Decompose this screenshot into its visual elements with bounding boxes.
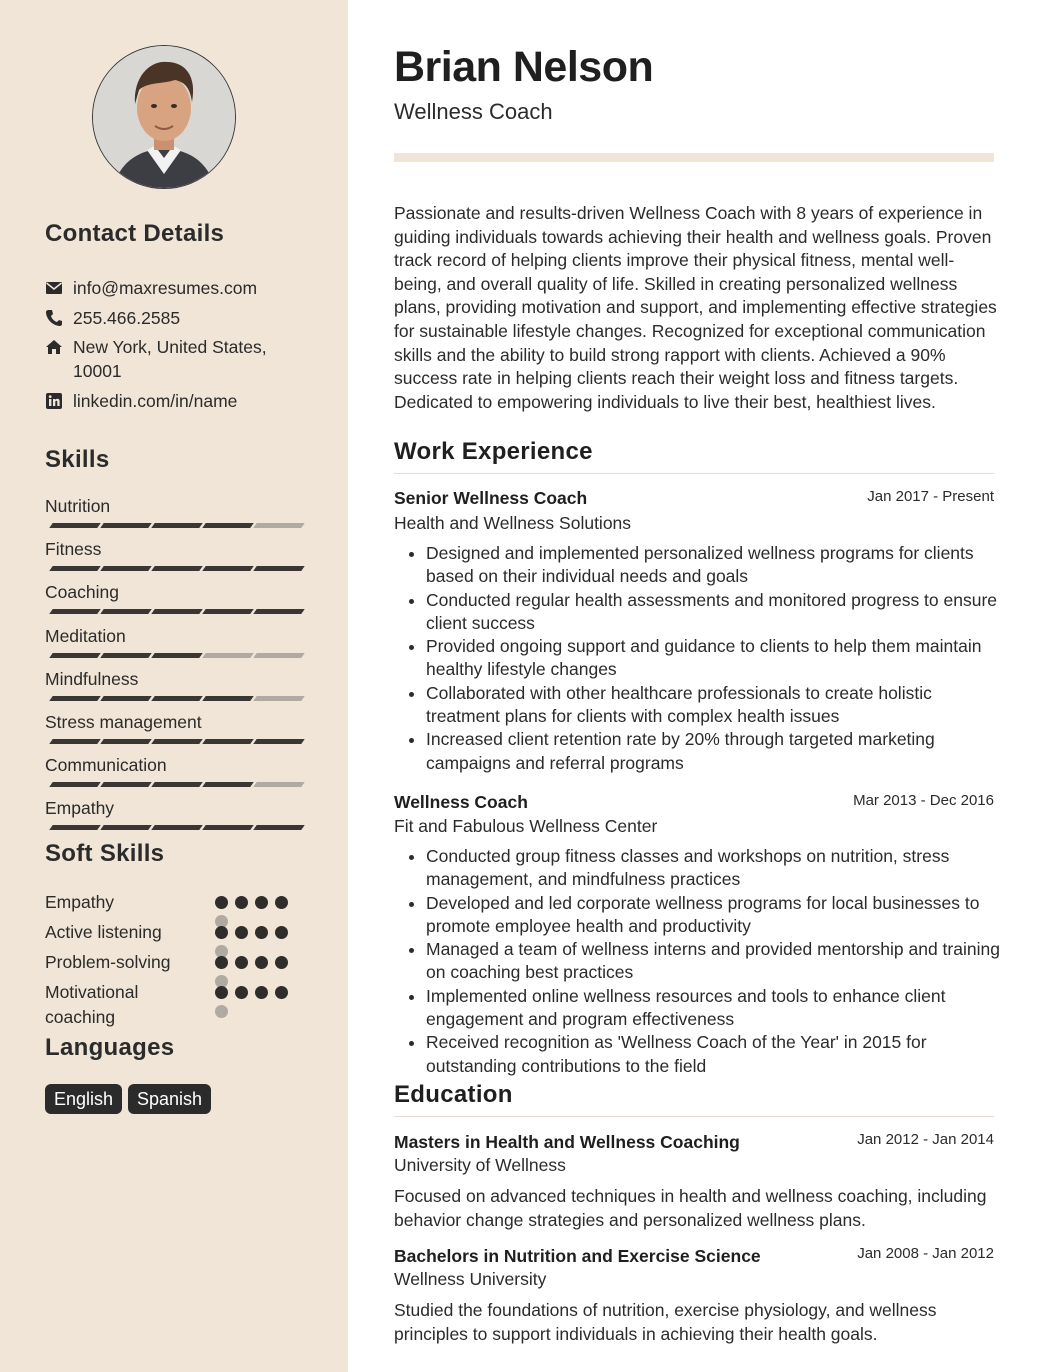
rating-dot bbox=[235, 926, 248, 939]
soft-skill-item bbox=[45, 890, 295, 915]
soft-skill-label: Motivational coaching bbox=[45, 982, 139, 1027]
rating-dot bbox=[275, 926, 288, 939]
sidebar bbox=[0, 0, 348, 1372]
skill-level-bar bbox=[47, 739, 303, 744]
skill-item bbox=[45, 495, 305, 517]
avatar bbox=[93, 46, 235, 188]
degree-title: Bachelors in Nutrition and Exercise Science bbox=[394, 1246, 761, 1266]
skill-label: Mindfulness bbox=[45, 668, 139, 689]
phone-icon bbox=[45, 309, 63, 327]
skill-level-bar bbox=[47, 609, 303, 614]
header-divider bbox=[394, 153, 994, 162]
skill-level-segment bbox=[100, 523, 152, 528]
skill-level-segment bbox=[100, 696, 152, 701]
language-badge-spanish: Spanish bbox=[128, 1084, 211, 1114]
skill-level-segment bbox=[202, 825, 254, 830]
skill-level-segment bbox=[49, 609, 101, 614]
degree-description: Studied the foundations of nutrition, exercise physiology, and wellness principles to support individuals in achieving their health goals. bbox=[394, 1300, 937, 1344]
skill-level-segment bbox=[202, 696, 254, 701]
language-badge-english: English bbox=[45, 1084, 122, 1114]
skill-level-segment bbox=[100, 739, 152, 744]
skill-level-segment bbox=[202, 523, 254, 528]
job-title: Senior Wellness Coach bbox=[394, 488, 588, 508]
profile-photo bbox=[92, 45, 236, 189]
skill-level-bar bbox=[47, 566, 303, 571]
phone-text: 255.466.2585 bbox=[73, 308, 181, 328]
job-bullet: • Developed and led corporate wellness programs for local businesses to promote employee health and productivity bbox=[426, 892, 1000, 939]
rating-dot bbox=[255, 926, 268, 939]
candidate-name: Brian Nelson bbox=[394, 43, 654, 91]
skill-level-segment bbox=[202, 782, 254, 787]
home-icon bbox=[45, 338, 63, 356]
rating-dot bbox=[215, 926, 228, 939]
envelope-icon bbox=[45, 279, 63, 297]
degree-title: Masters in Health and Wellness Coaching bbox=[394, 1132, 740, 1152]
job-bullets bbox=[394, 542, 1000, 775]
education-heading: Education bbox=[394, 1081, 513, 1108]
skill-label: Fitness bbox=[45, 539, 102, 560]
job-bullet: • Collaborated with other healthcare professionals to create holistic treatment plans for clients with complex health issues bbox=[426, 682, 1000, 729]
skill-level-segment bbox=[49, 566, 101, 571]
skill-level-bar bbox=[47, 782, 303, 787]
rating-dot bbox=[215, 956, 228, 969]
rating-dot bbox=[235, 896, 248, 909]
job-bullet: • Managed a team of wellness interns and provided mentorship and training on coaching best practices bbox=[426, 938, 1000, 985]
rating-dot bbox=[235, 956, 248, 969]
school-name: Wellness University bbox=[394, 1269, 547, 1289]
skill-level-segment bbox=[151, 609, 203, 614]
soft-skills-heading: Soft Skills bbox=[45, 840, 165, 867]
job-bullet: • Received recognition as 'Wellness Coach of the Year' in 2015 for outstanding contributions to the field bbox=[426, 1031, 1000, 1078]
skill-label: Stress management bbox=[45, 712, 202, 732]
skill-level-segment bbox=[151, 523, 203, 528]
summary-text: Passionate and results-driven Wellness Coach with 8 years of experience in guiding individuals towards achieving their health and wellness goals. Proven track record of helping clients improve their physical fitness, mental well-being, and overall quality of life. Skilled in creating personalized wellness plans, providing motivation and support, and implementing effective strategies for sustainable lifestyle changes. Recognized for exceptional communication skills and the ability to build strong rapport with clients. Achieved a 90% success rate in helping clients reach their weight loss and fitness targets. Dedicated to empowering individuals to live their best, healthiest lives. bbox=[394, 203, 997, 412]
soft-skill-label: Empathy bbox=[45, 892, 115, 912]
skill-item bbox=[45, 581, 305, 603]
work-divider bbox=[394, 473, 994, 474]
rating-dot bbox=[275, 956, 288, 969]
skill-item bbox=[45, 797, 305, 819]
skill-level-bar bbox=[47, 523, 303, 528]
skill-level-segment bbox=[49, 739, 101, 744]
skill-level-segment bbox=[151, 782, 203, 787]
soft-skill-item bbox=[45, 950, 295, 975]
job-org: Health and Wellness Solutions bbox=[394, 513, 632, 533]
rating-dot bbox=[275, 986, 288, 999]
skill-label: Communication bbox=[45, 755, 167, 776]
rating-dot bbox=[235, 986, 248, 999]
degree-description: Focused on advanced techniques in health and wellness coaching, including behavior change strategies and personalized wellness plans. bbox=[394, 1186, 987, 1230]
linkedin-text: linkedin.com/in/name bbox=[73, 391, 238, 411]
job-dates: Jan 2017 - Present bbox=[867, 488, 994, 505]
skill-level-segment bbox=[151, 566, 203, 571]
rating-dot bbox=[275, 896, 288, 909]
skill-item bbox=[45, 668, 305, 690]
skill-level-segment bbox=[151, 653, 203, 658]
job-title: Wellness Coach bbox=[394, 792, 528, 812]
skill-label: Meditation bbox=[45, 625, 126, 646]
job-bullet: • Increased client retention rate by 20% through targeted marketing campaigns and referral programs bbox=[426, 728, 1000, 775]
skill-level-segment bbox=[100, 566, 152, 571]
soft-skill-label: Active listening bbox=[45, 922, 162, 942]
skill-item bbox=[45, 538, 305, 560]
rating-dot bbox=[255, 896, 268, 909]
skill-level-segment bbox=[100, 609, 152, 614]
skill-level-segment bbox=[253, 782, 305, 787]
skill-level-bar bbox=[47, 825, 303, 830]
job-bullets bbox=[394, 845, 1000, 1078]
work-heading: Work Experience bbox=[394, 438, 593, 465]
job-bullet: • Implemented online wellness resources and tools to enhance client engagement and program effectiveness bbox=[426, 985, 1000, 1032]
address-line1: New York, United States, bbox=[73, 337, 267, 357]
skill-level-segment bbox=[253, 696, 305, 701]
linkedin-icon bbox=[45, 392, 63, 410]
skill-level-segment bbox=[202, 609, 254, 614]
degree-dates: Jan 2012 - Jan 2014 bbox=[857, 1131, 994, 1148]
skill-label: Empathy bbox=[45, 798, 115, 819]
rating-dot bbox=[215, 986, 228, 999]
candidate-role: Wellness Coach bbox=[394, 99, 553, 124]
skill-level-bar bbox=[47, 653, 303, 658]
education-divider bbox=[394, 1116, 994, 1117]
skill-level-segment bbox=[253, 566, 305, 571]
skill-item bbox=[45, 711, 305, 733]
skill-level-segment bbox=[151, 739, 203, 744]
skill-level-segment bbox=[202, 566, 254, 571]
job-dates: Mar 2013 - Dec 2016 bbox=[853, 792, 994, 809]
main-content bbox=[348, 0, 1040, 1372]
rating-dot bbox=[215, 1005, 228, 1018]
skill-label: Coaching bbox=[45, 582, 119, 603]
soft-skill-label: Problem-solving bbox=[45, 952, 171, 972]
skill-level-segment bbox=[49, 523, 101, 528]
skill-level-segment bbox=[253, 523, 305, 528]
skills-heading: Skills bbox=[45, 446, 110, 473]
skill-level-segment bbox=[253, 825, 305, 830]
skill-level-segment bbox=[100, 653, 152, 658]
skill-level-segment bbox=[202, 739, 254, 744]
email-text: info@maxresumes.com bbox=[73, 278, 258, 298]
skill-level-segment bbox=[49, 782, 101, 787]
skill-level-segment bbox=[100, 782, 152, 787]
skill-label: Nutrition bbox=[45, 496, 111, 516]
job-org: Fit and Fabulous Wellness Center bbox=[394, 816, 658, 836]
skill-item bbox=[45, 625, 305, 647]
school-name: University of Wellness bbox=[394, 1155, 566, 1175]
job-bullet: • Conducted regular health assessments and monitored progress to ensure client success bbox=[426, 589, 1000, 636]
soft-skill-item bbox=[45, 980, 295, 1030]
skill-item bbox=[45, 754, 305, 776]
skill-level-segment bbox=[49, 825, 101, 830]
rating-dot bbox=[215, 896, 228, 909]
job-bullet: • Provided ongoing support and guidance to clients to help them maintain healthy lifestyle changes bbox=[426, 635, 1000, 682]
skill-level-segment bbox=[151, 696, 203, 701]
soft-skill-item bbox=[45, 920, 295, 945]
job-bullet: • Conducted group fitness classes and workshops on nutrition, stress management, and mindfulness practices bbox=[426, 845, 1000, 892]
degree-dates: Jan 2008 - Jan 2012 bbox=[857, 1245, 994, 1262]
address-line2: 10001 bbox=[73, 361, 122, 381]
skill-level-segment bbox=[49, 653, 101, 658]
job-bullet: • Designed and implemented personalized wellness programs for clients based on their individual needs and goals bbox=[426, 542, 1000, 589]
skill-level-segment bbox=[253, 653, 305, 658]
rating-dot bbox=[255, 956, 268, 969]
skill-level-segment bbox=[253, 609, 305, 614]
skill-level-bar bbox=[47, 696, 303, 701]
contact-heading: Contact Details bbox=[45, 220, 225, 247]
skill-level-segment bbox=[49, 696, 101, 701]
address-text bbox=[73, 335, 323, 383]
skill-level-segment bbox=[253, 739, 305, 744]
languages-heading: Languages bbox=[45, 1034, 175, 1061]
skill-level-segment bbox=[100, 825, 152, 830]
rating-dot bbox=[255, 986, 268, 999]
skill-level-segment bbox=[151, 825, 203, 830]
skill-level-segment bbox=[202, 653, 254, 658]
